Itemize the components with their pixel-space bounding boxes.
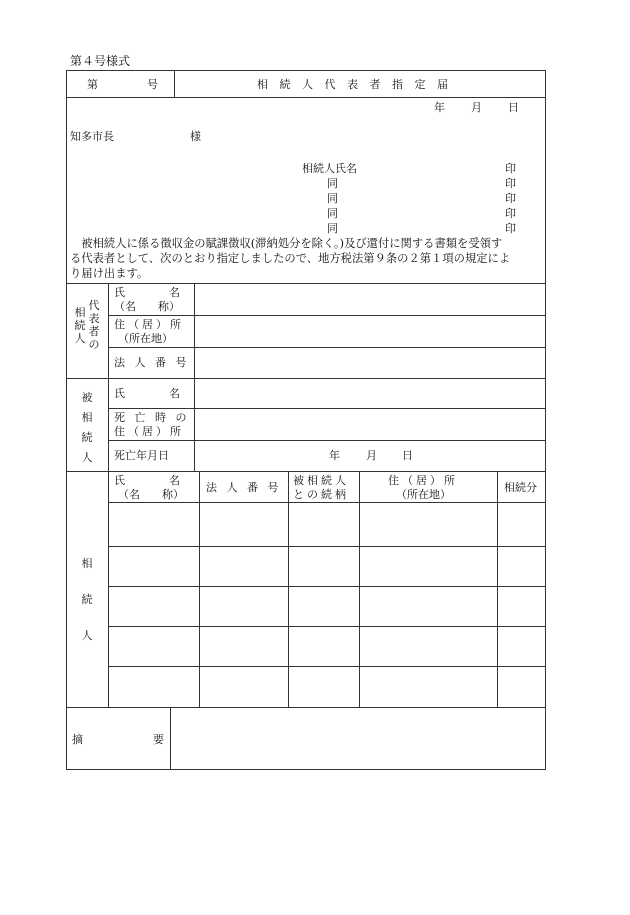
deceased-address-label1: 死 亡 時 の xyxy=(114,411,190,424)
rep-name-field[interactable] xyxy=(196,285,544,314)
heir-row-1[interactable] xyxy=(110,504,544,545)
deceased-row-line xyxy=(108,408,546,409)
summary-label-right: 要 xyxy=(153,733,164,746)
same-label: 同 xyxy=(327,222,338,235)
deceased-vertical-label: 被 相 続 人 xyxy=(81,391,93,464)
frame-bottom xyxy=(66,769,546,770)
heirs-label-divider xyxy=(108,471,109,707)
heirs-col-share: 相続分 xyxy=(504,481,537,494)
rep-label-divider xyxy=(108,283,109,378)
body-text-line2: る代表者として、次のとおり指定しましたので、地方税法第９条の２第１項の規定によ xyxy=(70,252,511,265)
summary-label-left: 摘 xyxy=(72,733,83,746)
submit-year-label: 年 xyxy=(434,101,445,114)
addressee-name: 知多市長 xyxy=(70,130,114,143)
heir-name-label: 相続人氏名 xyxy=(302,162,357,175)
seal-mark: 印 xyxy=(505,207,516,220)
death-date-field[interactable] xyxy=(196,442,544,470)
header-divider xyxy=(66,97,546,98)
heir-row-3[interactable] xyxy=(110,588,544,625)
heirs-col-relation1: 被相続人 xyxy=(293,474,349,487)
heirs-row-line xyxy=(108,546,546,547)
frame-right xyxy=(545,70,546,770)
number-suffix: 号 xyxy=(147,78,158,91)
heirs-row-line xyxy=(108,586,546,587)
frame-left xyxy=(66,70,67,770)
rep-name-sub: （名 称） xyxy=(114,300,180,313)
deceased-address-label2: 住（居）所 xyxy=(114,425,184,438)
heirs-col-name: 氏 名 xyxy=(114,474,180,487)
body-text-line3: り届け出ます。 xyxy=(70,267,149,280)
same-label: 同 xyxy=(327,207,338,220)
summary-divider xyxy=(170,707,171,769)
form-title: 相 続 人 代 表 者 指 定 届 xyxy=(257,78,452,91)
deceased-label-divider xyxy=(108,378,109,471)
same-label: 同 xyxy=(327,192,338,205)
submit-day-label: 日 xyxy=(508,101,519,114)
death-year-label: 年 xyxy=(329,449,340,462)
heirs-vertical-label: 相 続 人 xyxy=(81,557,93,642)
rep-corp-no-field[interactable] xyxy=(196,349,544,377)
header-vertical-divider xyxy=(174,70,175,98)
heirs-col-address: 住（居）所 xyxy=(388,474,458,487)
frame-top xyxy=(66,70,546,71)
same-label: 同 xyxy=(327,177,338,190)
addressee-honorific: 様 xyxy=(190,130,201,143)
rep-address-label: 住（居）所 xyxy=(114,318,184,331)
seal-mark: 印 xyxy=(505,162,516,175)
deceased-name-field[interactable] xyxy=(196,380,544,407)
heir-row-2[interactable] xyxy=(110,548,544,585)
rep-address-sub: （所在地） xyxy=(118,332,173,345)
submit-month-label: 月 xyxy=(471,101,482,114)
seal-mark: 印 xyxy=(505,222,516,235)
death-day-label: 日 xyxy=(402,449,413,462)
deceased-top-line xyxy=(66,378,546,379)
rep-vertical-label-col2: 代 表 者 の xyxy=(88,299,100,351)
death-month-label: 月 xyxy=(366,449,377,462)
heirs-top-line xyxy=(66,471,546,472)
heirs-row-line xyxy=(108,626,546,627)
heirs-header-line xyxy=(108,502,546,503)
rep-vertical-label-col1: 相 続 人 xyxy=(74,306,86,345)
seal-mark: 印 xyxy=(505,177,516,190)
form-number: 第４号様式 xyxy=(70,54,131,68)
deceased-name-label: 氏 名 xyxy=(114,387,180,400)
summary-field[interactable] xyxy=(172,709,544,768)
rep-name-label: 氏 名 xyxy=(114,286,180,299)
death-date-label: 死亡年月日 xyxy=(114,449,169,462)
body-text-line1: 被相続人に係る徴収金の賦課徴収(滞納処分を除く。)及び還付に関する書類を受領す xyxy=(70,237,503,250)
rep-corp-no-label: 法 人 番 号 xyxy=(114,356,190,369)
heir-row-4[interactable] xyxy=(110,628,544,665)
rep-row-line xyxy=(108,347,546,348)
heirs-col-name-sub: （名 称） xyxy=(118,488,184,501)
heir-row-5[interactable] xyxy=(110,668,544,706)
rep-top-line xyxy=(66,283,546,284)
deceased-row-line xyxy=(108,440,546,441)
heirs-col-relation2: との続柄 xyxy=(293,488,349,501)
rep-row-line xyxy=(108,315,546,316)
number-prefix: 第 xyxy=(87,78,98,91)
rep-field-divider xyxy=(194,283,195,471)
deceased-address-field[interactable] xyxy=(196,410,544,439)
heirs-col-corp-no: 法 人 番 号 xyxy=(206,481,282,494)
rep-address-field[interactable] xyxy=(196,317,544,346)
heirs-col-address-sub: （所在地） xyxy=(396,488,451,501)
summary-top-line xyxy=(66,707,546,708)
heirs-row-line xyxy=(108,666,546,667)
seal-mark: 印 xyxy=(505,192,516,205)
